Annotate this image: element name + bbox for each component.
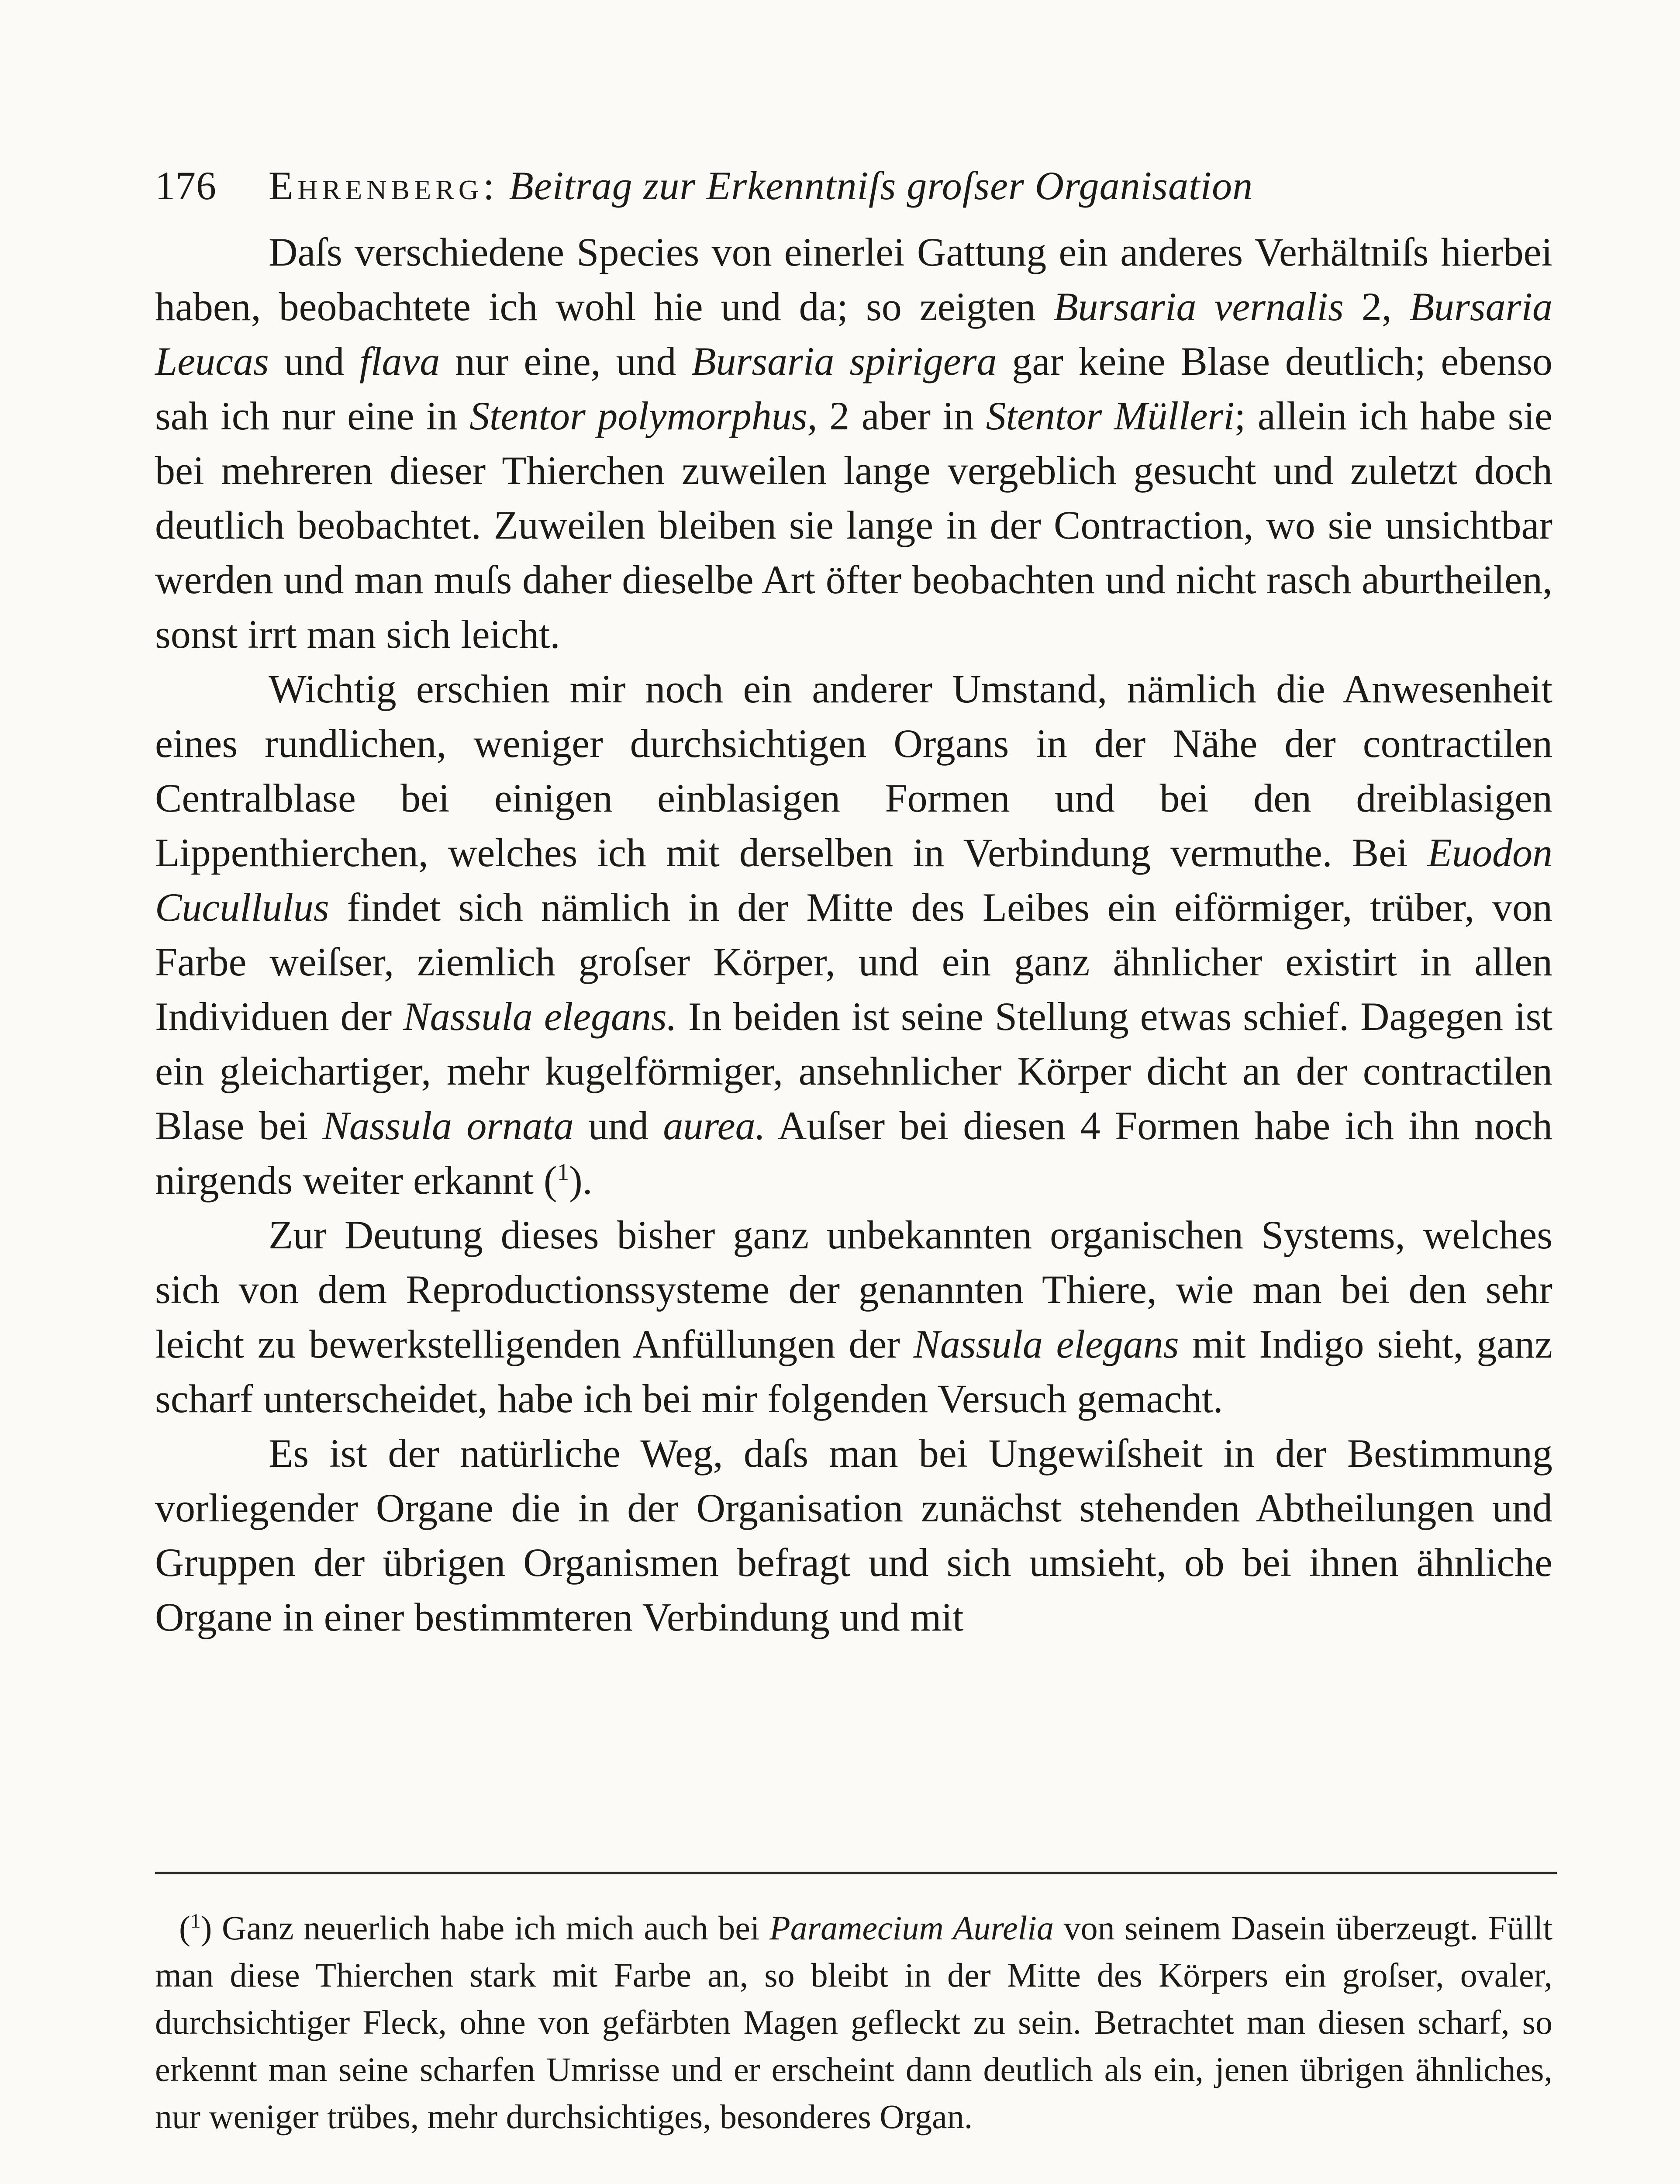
- text-run: ).: [569, 1158, 593, 1203]
- text-run: Es ist der natürliche Weg, daſs man bei Ungewiſsheit in der Bestimmung vorliegender Organe die in der Organisation zunächst stehenden Abtheilungen und Gruppen der übrigen Organismen befragt und sich umsieht, ob bei ihnen ähnliche Organe in einer bestimmteren Verbindung und mit: [155, 1431, 1552, 1639]
- text-run: und: [269, 339, 360, 384]
- text-run: nur eine, und: [440, 339, 692, 384]
- paragraph: [155, 1208, 1552, 1426]
- paragraph: [155, 225, 1552, 662]
- text-run: Wichtig erschien mir noch ein anderer Umstand, nämlich die Anwesenheit eines rundlichen, weniger durchsichtigen Organs in der Nähe der contractilen Centralblase bei einigen einblasigen Formen und bei den dreiblasigen Lippenthierchen, welches ich mit derselben in Verbindung vermuthe. Bei: [155, 667, 1552, 875]
- paragraph: [155, 662, 1552, 1208]
- text-run: 2 aber in: [817, 394, 986, 438]
- italic-text: aurea.: [663, 1103, 766, 1148]
- text-run: findet sich nämlich in der Mitte des Leibes ein eiförmiger, trüber, von Farbe weiſser, ziemlich groſser Körper, und ein ganz ähnlicher existirt in allen Individuen der: [155, 885, 1552, 1039]
- text-run: Daſs verschiedene Species von einerlei Gattung ein anderes Verhältniſs hierbei haben, beobachtete ich wohl hie und da; so zeigten: [155, 230, 1552, 329]
- text-run: Auſser bei diesen 4 Formen habe ich ihn noch nirgends weiter erkannt (: [155, 1103, 1552, 1203]
- italic-text: Stentor polymorphus,: [469, 394, 818, 438]
- footnote-marker: 1: [190, 1910, 201, 1932]
- header-title: Beitrag zur Erkenntniſs groſser Organisation: [509, 163, 1253, 208]
- paragraph: [155, 1426, 1552, 1645]
- footnote-marker: 1: [557, 1158, 569, 1185]
- italic-text: Stentor Mülleri: [986, 394, 1235, 438]
- italic-text: Nassula ornata: [322, 1103, 574, 1148]
- text-run: 2,: [1343, 284, 1410, 329]
- header-author: Ehrenberg:: [269, 163, 499, 208]
- footnote: [155, 1904, 1552, 2140]
- text-run: von seinem Dasein überzeugt. Füllt man diese Thierchen stark mit Farbe an, so bleibt in der Mitte des Körpers ein groſser, ovaler, durchsichtiger Fleck, ohne von gefärbten Magen gefleckt zu sein. Betrachtet man diesen scharf, so erkennt man seine scharfen Umrisse und er erscheint dann deutlich als ein, jenen übrigen ähnliches, nur weniger trübes, mehr durchsichtiges, besonderes Organ.: [155, 1909, 1553, 2136]
- italic-text: flava: [359, 339, 440, 384]
- text-run: gar keine Blase deutlich; ebenso sah ich nur eine in: [155, 339, 1553, 438]
- italic-text: Bursaria vernalis: [1053, 284, 1344, 329]
- text-run: Zur Deutung dieses bisher ganz unbekannten organischen Systems, welches sich von dem Reproductionssysteme der genannten Thiere, wie man bei den sehr leicht zu bewerkstelligenden Anfüllungen der: [155, 1213, 1552, 1366]
- text-run: und: [573, 1103, 663, 1148]
- italic-text: Euodon Cucullulus: [155, 830, 1552, 930]
- text-run: ) Ganz neuerlich habe ich mich auch bei: [200, 1909, 770, 1947]
- italic-text: Bursaria Leucas: [155, 284, 1553, 384]
- footnote-text: [155, 1904, 1552, 2140]
- footnote-rule: [155, 1872, 1557, 1874]
- page-number: 176: [155, 163, 217, 208]
- italic-text: Paramecium Aurelia: [769, 1909, 1054, 1947]
- italic-text: Nassula elegans: [913, 1322, 1179, 1366]
- italic-text: Nassula elegans.: [403, 994, 677, 1039]
- running-header: [155, 155, 1552, 216]
- text-run: ; allein ich habe sie bei mehreren dieser Thierchen zuweilen lange vergeblich gesucht und zuletzt doch deutlich beobachtet. Zuweilen bleiben sie lange in der Contraction, wo sie unsichtbar werden und man muſs daher dieselbe Art öfter beobachten und nicht rasch aburtheilen, sonst irrt man sich leicht.: [155, 394, 1552, 657]
- italic-text: Bursaria spirigera: [691, 339, 997, 384]
- text-run: In beiden ist seine Stellung etwas schief. Dagegen ist ein gleichartiger, mehr kugelförmiger, ansehnlicher Körper dicht an der contractilen Blase bei: [155, 994, 1553, 1148]
- body-text: [155, 225, 1552, 1645]
- text-run: mit Indigo sieht, ganz scharf unterscheidet, habe ich bei mir folgenden Versuch gemacht.: [155, 1322, 1553, 1421]
- text-run: (: [179, 1909, 190, 1947]
